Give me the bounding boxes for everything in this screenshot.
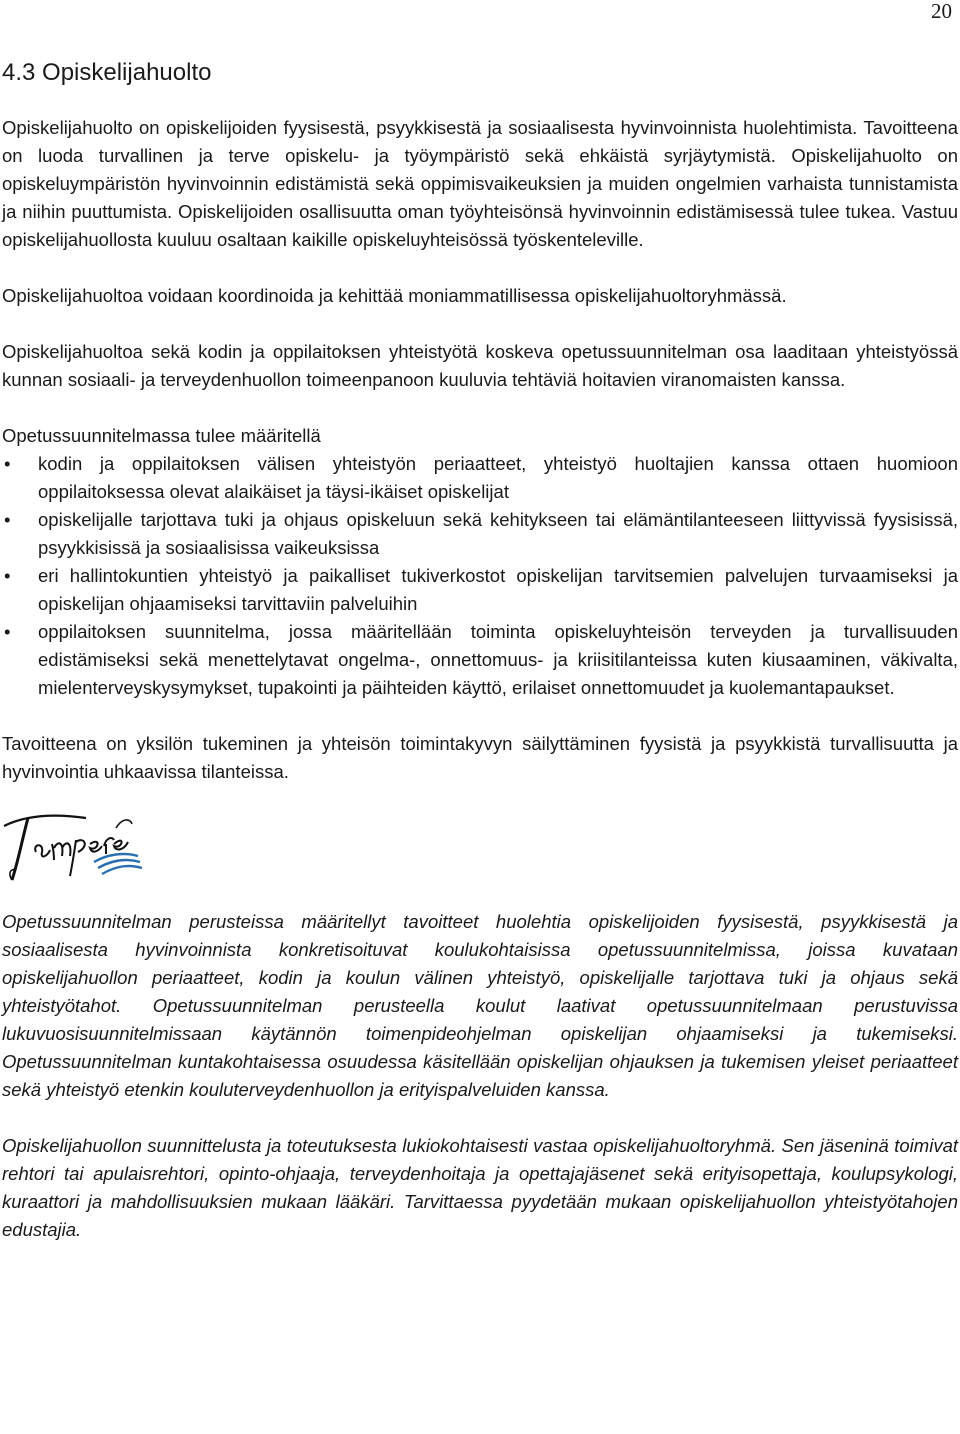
tampere-logo-icon (0, 804, 148, 884)
tampere-section (2, 908, 958, 1244)
section-heading: 4.3 Opiskelijahuolto (2, 59, 212, 86)
goal-paragraph: Tavoitteena on yksilön tukeminen ja yhteisön toimintakyvyn säilyttäminen fyysistä ja psyykkistä turvallisuutta ja hyvinvointia uhkaavissa tilanteissa. (2, 733, 958, 782)
paragraph-intro: Opiskelijahuolto on opiskelijoiden fyysisestä, psyykkisestä ja sosiaalisesta hyvinvoinnista huolehtimista. Tavoitteena on luoda turvallinen ja terve opiskelu- ja työympäristö sekä ehkäistä syrjäytymistä. Opiskelijahuolto on opiskeluympäristön hyvinvoinnin edistämistä sekä oppimisvaikeuksien ja muiden ongelmien varhaista tunnistamista ja niihin puuttumista. Opiskelijoiden osallisuutta oman työyhteisönsä hyvinvoinnin edistämisessä tulee tukea. Vastuu opiskelijahuollosta kuuluu osaltaan kaikille opiskeluyhteisössä työskenteleville. (2, 117, 958, 250)
bullet-icon: • (4, 509, 11, 530)
bullet-icon: • (4, 621, 11, 642)
list-item-text: opiskelijalle tarjottava tuki ja ohjaus opiskeluun sekä kehitykseen tai elämäntilanteeseen liittyvissä fyysisissä, psyykkisissä ja sosiaalisissa vaikeuksissa (38, 509, 958, 558)
requirements-list (2, 450, 958, 702)
list-item (2, 562, 958, 618)
document-body (2, 58, 958, 1244)
paragraph-coordination: Opiskelijahuoltoa voidaan koordinoida ja kehittää moniammatillisessa opiskelijahuoltoryhmässä. (2, 285, 787, 306)
list-intro: Opetussuunnitelmassa tulee määritellä (2, 425, 321, 446)
tampere-paragraph: Opetussuunnitelman perusteissa määritellyt tavoitteet huolehtia opiskelijoiden fyysisestä, psyykkisestä ja sosiaalisesta hyvinvoinnista konkretisoituvat koulukohtaisissa opetussuunnitelmissa, joissa kuvataan opiskelijahuollon periaatteet, kodin ja koulun välinen yhteistyö, opiskelijalle tarjottava tuki ja ohjaus sekä yhteistyötahot. Opetussuunnitelman perusteella koulut laativat opetussuunnitelmaan perustuvissa lukuvuosisuunnitelmissaan käytännön toimenpideohjelman opiskelijan ohjaamiseksi ja tukemiseksi. Opetussuunnitelman kuntakohtaisessa osuudessa käsitellään opiskelijan ohjauksen ja tukemisen yleiset periaatteet sekä yhteistyö etenkin kouluterveydenhuollon ja erityispalveluiden kanssa. (2, 911, 958, 1100)
paragraph-cooperation: Opiskelijahuoltoa sekä kodin ja oppilaitoksen yhteistyötä koskeva opetussuunnitelman osa laaditaan yhteistyössä kunnan sosiaali- ja terveydenhuollon toimeenpanoon kuuluvia tehtäviä hoitavien viranomaisten kanssa. (2, 341, 958, 390)
bullet-icon: • (4, 453, 11, 474)
list-item (2, 506, 958, 562)
tampere-paragraph: Opiskelijahuollon suunnittelusta ja toteutuksesta lukiokohtaisesti vastaa opiskelijahuoltoryhmä. Sen jäseninä toimivat rehtori tai apulaisrehtori, opinto-ohjaaja, terveydenhoitaja ja opettajajäsenet sekä erityisopettaja, koulupsykologi, kuraattori ja mahdollisuuksien mukaan lääkäri. Tarvittaessa pyydetään mukaan opiskelijahuollon yhteistyötahojen edustajia. (2, 1135, 958, 1240)
list-item-text: eri hallintokuntien yhteistyö ja paikalliset tukiverkostot opiskelijan tarvitsemien palvelujen turvaamiseksi ja opiskelijan ohjaamiseksi tarvittaviin palveluihin (38, 565, 958, 614)
list-item-text: oppilaitoksen suunnitelma, jossa määritellään toiminta opiskeluyhteisön terveyden ja turvallisuuden edistämiseksi sekä menettelytavat ongelma-, onnettomuus- ja kriisitilanteissa kuten kiusaaminen, väkivalta, mielenterveyskysymykset, tupakointi ja päihteiden käyttö, erilaiset onnettomuudet ja kuolemantapaukset. (38, 621, 958, 698)
bullet-icon: • (4, 565, 11, 586)
page-number: 20 (931, 0, 952, 23)
list-item (2, 450, 958, 506)
list-item-text: kodin ja oppilaitoksen välisen yhteistyön periaatteet, yhteistyö huoltajien kanssa ottaen huomioon oppilaitoksessa olevat alaikäiset ja täysi-ikäiset opiskelijat (38, 453, 958, 502)
list-item (2, 618, 958, 702)
